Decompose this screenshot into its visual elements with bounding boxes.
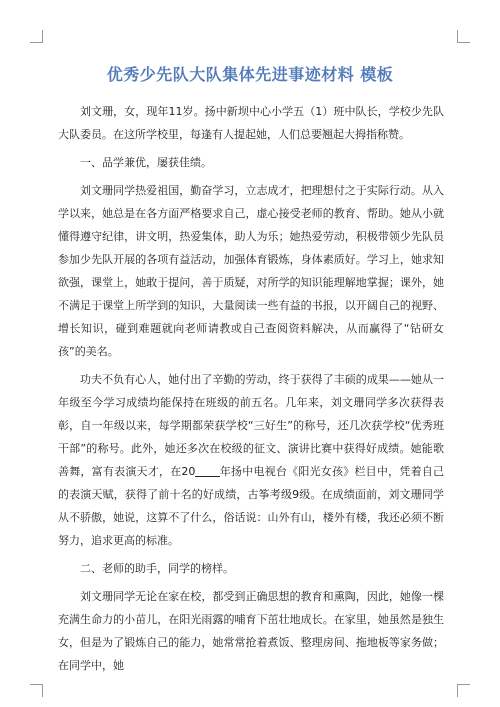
paragraph-achievements (58, 368, 444, 552)
year-prefix: 在20 (170, 465, 196, 478)
paragraph-helper: 刘文珊同学无论在家在校，都受到正确思想的教育和熏陶，因此，她像一棵充满生命力的小苗儿，在阳光雨露的哺育下茁壮地成长。在家里，她虽然是独生女，但是为了锻炼自己的能力，她常常抢着煮饭、整理房间、拖地板等家务做；在同学中，她 (58, 590, 444, 672)
crop-mark-top-left (30, 30, 43, 43)
achievements-text: 功夫不负有心人，她付出了辛勤的劳动，终于获得了丰硕的成果——她从一年级至今学习成绩均能保持在班级的前五名。几年来，刘文珊同学多次获得表彰，自一年级以来，每学期都荣获学校“三好生”的称号，还几次获学校“优秀班干部”的称号。此外，她还多次在校级的征文、演讲比赛中获得好成绩。她能歌善舞，富有表演天才， (58, 373, 444, 478)
document-body (58, 100, 444, 677)
section-heading-2: 二、老师的助手，同学的榜样。 (80, 562, 234, 575)
year-blank (195, 464, 219, 477)
document-title: 优秀少先队大队集体先进事迹材料 模板 (106, 65, 394, 84)
achievements-text-cont: 年扬中电视台《阳光女孩》栏目中，凭着自己的表演天赋，获得了前十名的好成绩，古筝考级9级。在成绩面前，刘文珊同学从不骄傲，她说，这算不了什么，俗话说：山外有山，楼外有楼，我还必须不断努力，追求更高的标准。 (58, 465, 445, 547)
section-heading-1: 一、品学兼优，屡获佳绩。 (80, 156, 212, 169)
paragraph-intro: 刘文珊，女，现年11岁。扬中新坝中心小学五（1）班中队长，学校少先队大队委员。在这所学校里，每逢有人提起她，人们总要翘起大拇指称赞。 (58, 105, 444, 141)
crop-mark-top-right (457, 30, 470, 43)
crop-mark-bottom-left (30, 684, 43, 697)
crop-mark-bottom-right (457, 684, 470, 697)
paragraph-study: 刘文珊同学热爱祖国，勤奋学习，立志成才，把理想付之于实际行动。从入学以来，她总是在各方面严格要求自己，虚心接受老师的教育、帮助。她从小就懂得遵守纪律，讲文明，热爱集体，助人为乐；她热爱劳动，积极带领少先队员参加少先队开展的各项有益活动，加强体育锻炼，身体素质好。学习上，她求知欲强，课堂上，她敢于提问，善于质疑，对所学的知识能理解地掌握；课外，她不满足于课堂上所学到的知识，大量阅读一些有益的书报，以开阔自己的视野、增长知识，碰到难题就向老师请教或自己查阅资料解决，从而赢得了“钻研女孩”的美名。 (58, 184, 444, 358)
